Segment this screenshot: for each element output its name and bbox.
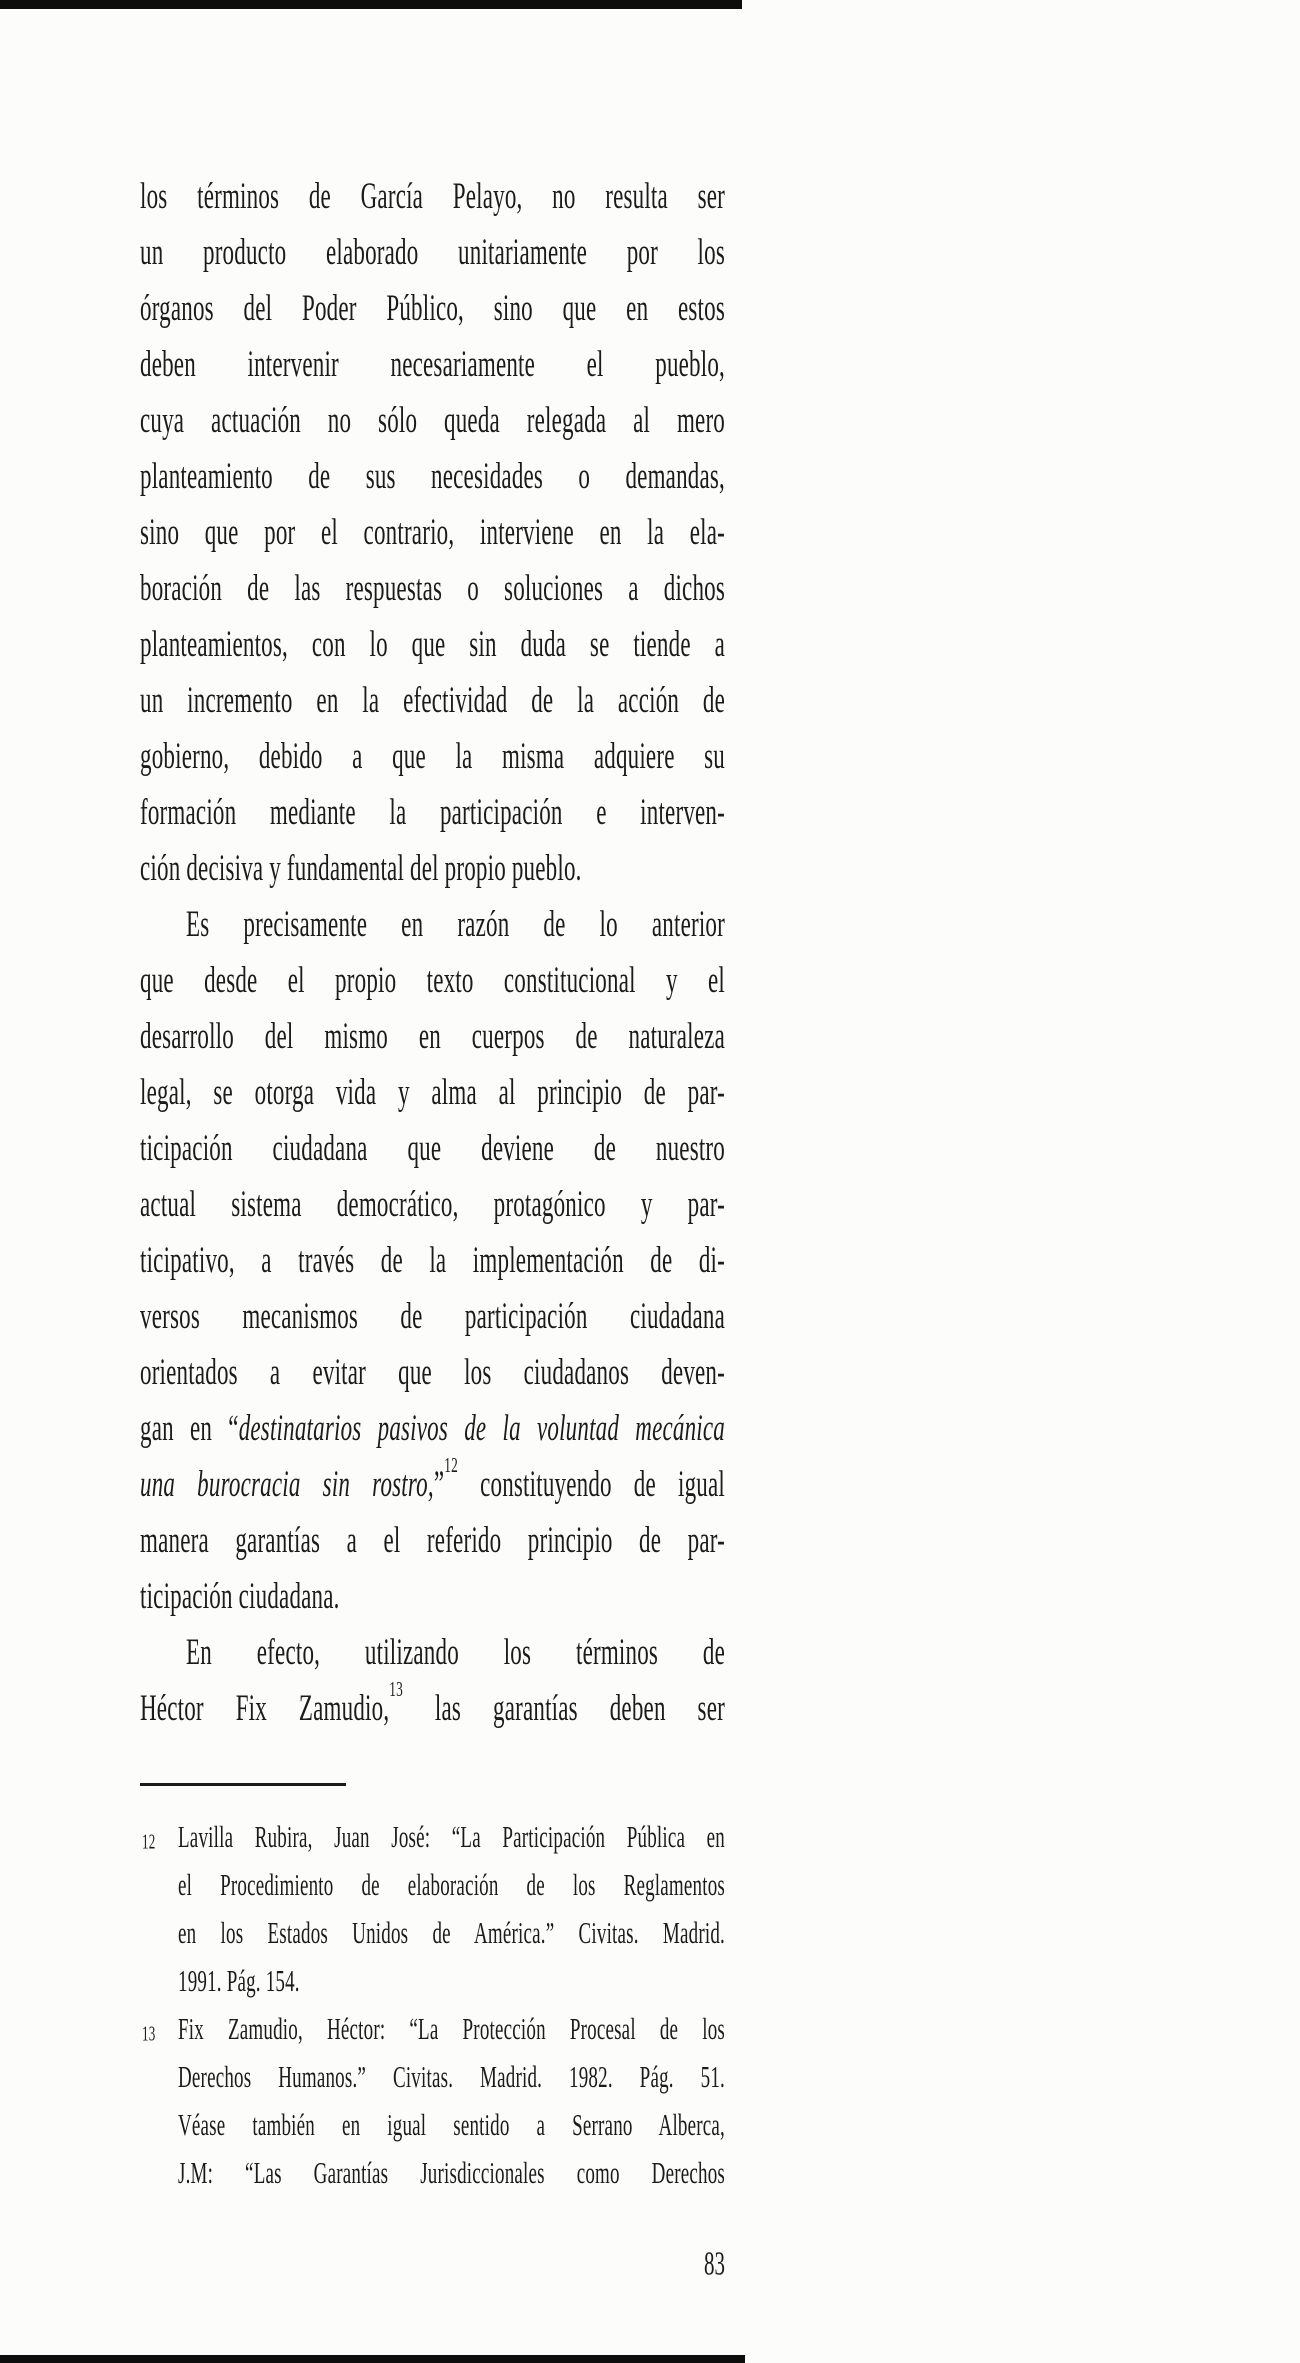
text-line [140,224,725,280]
text-segment: ticipación ciudadana. [140,1576,340,1616]
text-segment: constituyendo de igual [458,1464,725,1504]
text-segment: deben intervenir necesariamente el pueblo, [140,344,725,384]
text-segment: cuya actuación no sólo queda relegada al mero [140,400,725,440]
text-segment: un producto elaborado unitariamente por los [140,232,725,272]
text-line [140,840,725,896]
text-segment: un incremento en la efectividad de la acción de [140,680,725,720]
footnote-number: 12 [142,1829,156,1854]
text-segment: versos mecanismos de participación ciudadana [140,1296,725,1336]
text-line [178,1815,725,1863]
text-line [140,280,725,336]
text-line [140,448,725,504]
text-segment: Lavilla Rubira, Juan José: “La Participación Pública en [178,1821,725,1855]
text-line [140,1512,725,1568]
footnote [140,2007,725,2199]
footnote-separator [140,1783,346,1786]
text-segment: formación mediante la participación e interven- [140,792,725,832]
page-number: 83 [704,2244,725,2283]
text-line [140,1344,725,1400]
text-line [140,1176,725,1232]
text-segment: sino que por el contrario, interviene en la ela- [140,512,725,552]
text-segment: Héctor Fix Zamudio, [140,1688,390,1728]
text-segment: que desde el propio texto constitucional y el [140,960,725,1000]
text-segment: el Procedimiento de elaboración de los Reglamentos [178,1869,725,1903]
text-line [178,1863,725,1911]
scan-edge-artifact-top [0,0,742,9]
text-segment: planteamientos, con lo que sin duda se tiende a [140,624,725,664]
text-segment: Derechos Humanos.” Civitas. Madrid. 1982. Pág. 51. [178,2061,725,2095]
text-line [140,1232,725,1288]
text-line [140,1452,725,1512]
text-line [178,2103,725,2151]
text-segment: 1991. Pág. 154. [178,1965,300,1999]
text-segment: actual sistema democrático, protagónico y par- [140,1184,725,1224]
text-line [140,1676,725,1736]
text-line [178,1911,725,1959]
text-segment: los términos de García Pelayo, no resulta ser [140,176,725,216]
superscript-reference: 13 [389,1676,404,1701]
text-segment: En efecto, utilizando los términos de [186,1632,725,1672]
text-line [140,616,725,672]
text-line [140,1008,725,1064]
text-line [140,784,725,840]
text-segment: desarrollo del mismo en cuerpos de naturaleza [140,1016,725,1056]
text-line [140,1624,725,1680]
text-segment: gan en “ [140,1408,239,1448]
superscript-reference: 12 [444,1452,458,1477]
text-line [140,392,725,448]
footnote [140,1815,725,2007]
footnote-number: 13 [142,2021,156,2046]
text-line [140,672,725,728]
text-segment: gobierno, debido a que la misma adquiere su [140,736,725,776]
text-line [140,896,725,952]
text-line [178,2007,725,2055]
text-line [140,1120,725,1176]
scan-edge-artifact-bottom [0,2355,745,2363]
text-line [140,1568,725,1624]
text-line [140,336,725,392]
text-line [140,1288,725,1344]
text-line [140,560,725,616]
text-segment: ” [433,1464,445,1504]
text-segment: planteamiento de sus necesidades o demandas, [140,456,725,496]
text-segment: ticipativo, a través de la implementación de di- [140,1240,725,1280]
text-line [140,952,725,1008]
text-segment: manera garantías a el referido principio de par- [140,1520,725,1560]
text-segment: una burocracia sin rostro, [140,1464,434,1504]
text-segment: ticipación ciudadana que deviene de nuestro [140,1128,725,1168]
text-line [140,1064,725,1120]
text-line [178,2151,725,2199]
text-line [140,728,725,784]
text-segment: boración de las respuestas o soluciones a dichos [140,568,725,608]
text-line [140,168,725,224]
body-text [140,168,725,1736]
text-segment: legal, se otorga vida y alma al principio de par- [140,1072,725,1112]
text-segment: orientados a evitar que los ciudadanos deven- [140,1352,725,1392]
text-segment: las garantías deben ser [403,1688,725,1728]
text-line [140,504,725,560]
footnote-list [140,1815,725,2199]
text-segment: Fix Zamudio, Héctor: “La Protección Procesal de los [178,2013,725,2047]
text-segment: Es precisamente en razón de lo anterior [186,904,725,944]
text-line [140,1400,725,1456]
text-line [178,2055,725,2103]
text-segment: órganos del Poder Público, sino que en estos [140,288,725,328]
text-segment: J.M: “Las Garantías Jurisdiccionales como Derechos [178,2157,725,2191]
text-line [178,1959,725,2007]
text-segment: ción decisiva y fundamental del propio pueblo. [140,848,582,888]
text-segment: destinatarios pasivos de la voluntad mecánica [238,1408,725,1448]
text-segment: en los Estados Unidos de América.” Civitas. Madrid. [178,1917,725,1951]
text-segment: Véase también en igual sentido a Serrano Alberca, [178,2109,725,2143]
